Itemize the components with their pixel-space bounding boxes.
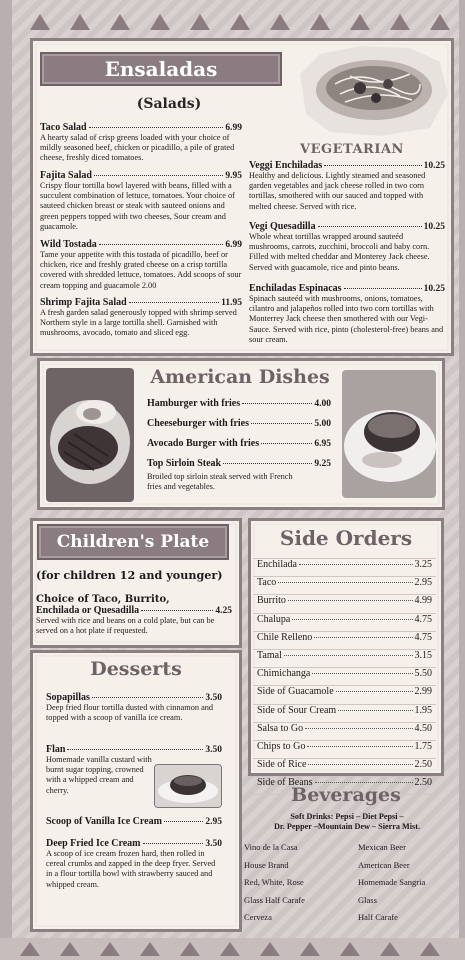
children-content <box>36 594 232 636</box>
beverage-item: American Beer <box>358 859 410 870</box>
salad-desc: Crispy flour tortilla bowl layered with beans, filled with a succulent combination of lettuce, tomatoes. Your choice of sauteed chicken breast or steak with sauteed onions and green peppers topped with two cheeses, Sour cream and guacamole. <box>40 181 235 231</box>
salad-item: Shrimp Fajita Salad 11.95 A fresh garden salad generously topped with shrimp served Northern style in a large tortilla shell. Garnished with mushrooms, avocado, tomato and sliced egg. <box>40 297 242 338</box>
side-item: Taco 2.95 <box>253 577 436 595</box>
dessert-desc: A scoop of ice cream frozen hard, then rolled in cereal crumbs and zapped in the deep fryer. Served in a flour tortilla bowl with strawberry sauced and whipped cream. <box>46 849 216 889</box>
side-item: Tamal 3.15 <box>253 650 436 668</box>
salad-item: Fajita Salad 9.95 Crispy flour tortilla bowl layered with beans, filled with a succulent combination of lettuce, tomatoes. Your choice of sauteed chicken breast or steak with sauteed onions and green peppers topped with two cheeses, Sour cream and guacamole. <box>40 170 242 231</box>
children-title: Children's Plate <box>56 532 210 552</box>
salad-desc: Tame your appetite with this tostada of picadillo, beef or chicken, rice and freshly grated cheese on a crisp tortilla covered with shredded lettuce, tomatoes. Add scoops of sour cream topping and guacamole 2.00 <box>40 250 242 290</box>
ensaladas-title: Ensaladas <box>104 57 218 81</box>
salad-item: Taco Salad 6.99 A hearty salad of crisp greens loaded with your choice of mildly seasoned beef, chicken or picadillo, a pile of grated cheese, freshly diced tomatoes. <box>40 122 242 163</box>
vegetarian-list <box>249 160 445 345</box>
children-desc: Served with rice and beans on a cold plate, but can be served on a hot plate if requested. <box>36 616 215 636</box>
side-item: Burrito 4.99 <box>253 595 436 613</box>
side-item: Chips to Go 1.75 <box>253 741 436 759</box>
dessert-desc: Deep fried flour tortilla dusted with cinnamon and topped with a scoop of vanilla ice cream. <box>46 703 214 723</box>
ensaladas-banner <box>40 52 282 86</box>
beverage-item: Red, White, Rose <box>244 877 304 887</box>
american-title: American Dishes <box>150 366 330 388</box>
beverage-item: House Brand <box>244 859 289 870</box>
vegetarian-item: Vegi Quesadilla 10.25 Whole wheat tortillas wrapped around sauteéd mushrooms, carrots, zucchini, broccoli and baby corn. Filled with melted cheddar and Monterey Jack cheese. Served with guacamole, rice and pinto beans. <box>249 221 445 272</box>
side-item: Side of Sour Cream 1.95 <box>253 705 436 723</box>
beverage-item: Vino de la Casa <box>244 842 298 852</box>
vegetarian-title: VEGETARIAN <box>300 142 404 157</box>
decorative-border-top <box>0 0 465 34</box>
side-item: Chimichanga 5.50 <box>253 668 436 686</box>
soft-drinks-line2: Dr. Pepper –Mountain Dew – Sierra Mist. <box>274 822 420 831</box>
sides-title: Side Orders <box>279 526 413 550</box>
steak-image <box>46 368 134 502</box>
salad-photo <box>300 44 448 136</box>
american-item: Cheeseburger with fries 5.00 <box>147 418 331 429</box>
dessert-item: Flan 3.50 Homemade vanilla custard with burnt sugar topping, crowned with a whipped cream and cherry. <box>46 744 222 795</box>
american-item: Top Sirloin Steak 9.25 <box>147 458 331 469</box>
children-choice-line1: Choice of Taco, Burrito, <box>36 594 170 605</box>
burger-image <box>342 370 436 498</box>
side-item: Side of Beans 2.50 <box>253 777 436 795</box>
salad-image <box>300 44 448 136</box>
children-choice-row: Enchilada or Quesadilla 4.25 <box>36 605 232 616</box>
american-item: Hamburger with fries 4.00 <box>147 398 331 409</box>
beverage-item: Cerveza <box>244 912 272 922</box>
sides-list <box>253 558 436 795</box>
side-item: Salsa to Go 4.50 <box>253 723 436 741</box>
beverages-title: Beverages <box>291 784 401 806</box>
side-item: Chile Relleno 4.75 <box>253 632 436 650</box>
side-item: Enchilada 3.25 <box>253 559 436 577</box>
vegetarian-desc: Spinach sauteéd with mushrooms, onions, tomatoes, cilantro and jalapeños rolled into two corn tortillas with Monterrey Jack cheese then smothered with our Vegi-Sauce. Served with rice, pinto (cholesterol-free) beans and sour cream. <box>249 294 444 344</box>
vegetarian-item: Enchiladas Espinacas 10.25 Spinach sauteéd with mushrooms, onions, tomatoes, cilantro and jalapeños rolled into two corn tortillas with Monterrey Jack cheese then smothered with our Vegi-Sauce. Served with rice, pinto (cholesterol-free) beans and sour cream. <box>249 283 445 344</box>
american-list <box>147 398 331 492</box>
american-item: Avocado Burger with fries 6.95 <box>147 438 331 449</box>
beverages-soft-drinks <box>244 812 450 832</box>
beverages-right-col <box>358 842 458 930</box>
steak-photo <box>46 368 134 502</box>
dessert-item: Deep Fried Ice Cream 3.50 A scoop of ice cream frozen hard, then rolled in cereal crumbs and zapped in the deep fryer. Served in a flour tortilla bowl with strawberry sauced and whipped cream. <box>46 838 222 889</box>
side-item: Side of Rice 2.50 <box>253 759 436 777</box>
decorative-border-pattern <box>0 938 465 960</box>
beverage-item: Glass Half Carafe <box>244 894 305 905</box>
dessert-item: Sopapillas 3.50 Deep fried flour tortilla dusted with cinnamon and topped with a scoop of vanilla ice cream. <box>46 692 222 723</box>
desserts-title: Desserts <box>90 658 182 680</box>
beverage-item: Glass <box>358 894 377 905</box>
soft-drinks-line1: Soft Drinks: Pepsi – Diet Pepsi – <box>290 812 404 821</box>
children-banner <box>37 524 229 560</box>
beverage-item: Half Carafe <box>358 912 398 922</box>
beverage-item: Homemade Sangria <box>358 877 426 887</box>
flan-image <box>155 765 221 807</box>
beverages-left-col <box>244 842 344 930</box>
beverage-item: Mexican Beer <box>358 842 406 852</box>
salad-item: Wild Tostada 6.99 Tame your appetite with this tostada of picadillo, beef or chicken, rice and freshly grated cheese on a crisp tortilla covered with shredded lettuce, tomatoes. Add scoops of sour cream topping and guacamole 2.00 <box>40 239 242 290</box>
dessert-item: Scoop of Vanilla Ice Cream 2.95 <box>46 816 222 827</box>
salad-desc: A fresh garden salad generously topped with shrimp served Northern style in a large tortilla shell. Garnished with mushrooms, avocado, tomato and sliced egg. <box>40 308 237 338</box>
side-item: Chalupa 4.75 <box>253 614 436 632</box>
salad-desc: A hearty salad of crisp greens loaded with your choice of mildly seasoned beef, chicken or picadillo, a pile of grated cheese, freshly diced tomatoes. <box>40 133 235 163</box>
dessert-desc: Homemade vanilla custard with burnt sugar topping, crowned with a whipped cream and cherry. <box>46 755 152 795</box>
vegetarian-desc: Whole wheat tortillas wrapped around sauteéd mushrooms, carrots, zucchini, broccoli and baby corn. Filled with melted cheddar and Monterey Jack cheese. Served with guacamole, rice and pinto beans. <box>249 232 430 272</box>
side-item: Side of Guacamole 2.99 <box>253 686 436 704</box>
flan-photo <box>154 764 222 808</box>
children-subtitle: (for children 12 and younger) <box>36 568 223 582</box>
burger-photo <box>342 370 436 498</box>
salads-list <box>40 122 242 339</box>
vegetarian-item: Veggi Enchiladas 10.25 Healthy and delicious. Lightly steamed and seasoned garden vegetables and jack cheese rolled in two corn tortillas, smothered with our sauced and topped with melted cheese. Served with rice. <box>249 160 445 211</box>
ensaladas-subtitle: (Salads) <box>136 96 202 112</box>
steak-desc: Broiled top sirloin steak served with French fries and vegetables. <box>147 472 293 492</box>
vegetarian-desc: Healthy and delicious. Lightly steamed and seasoned garden vegetables and jack cheese rolled in two corn tortillas, smothered with our sauced and topped with melted cheese. Served with rice. <box>249 171 426 211</box>
